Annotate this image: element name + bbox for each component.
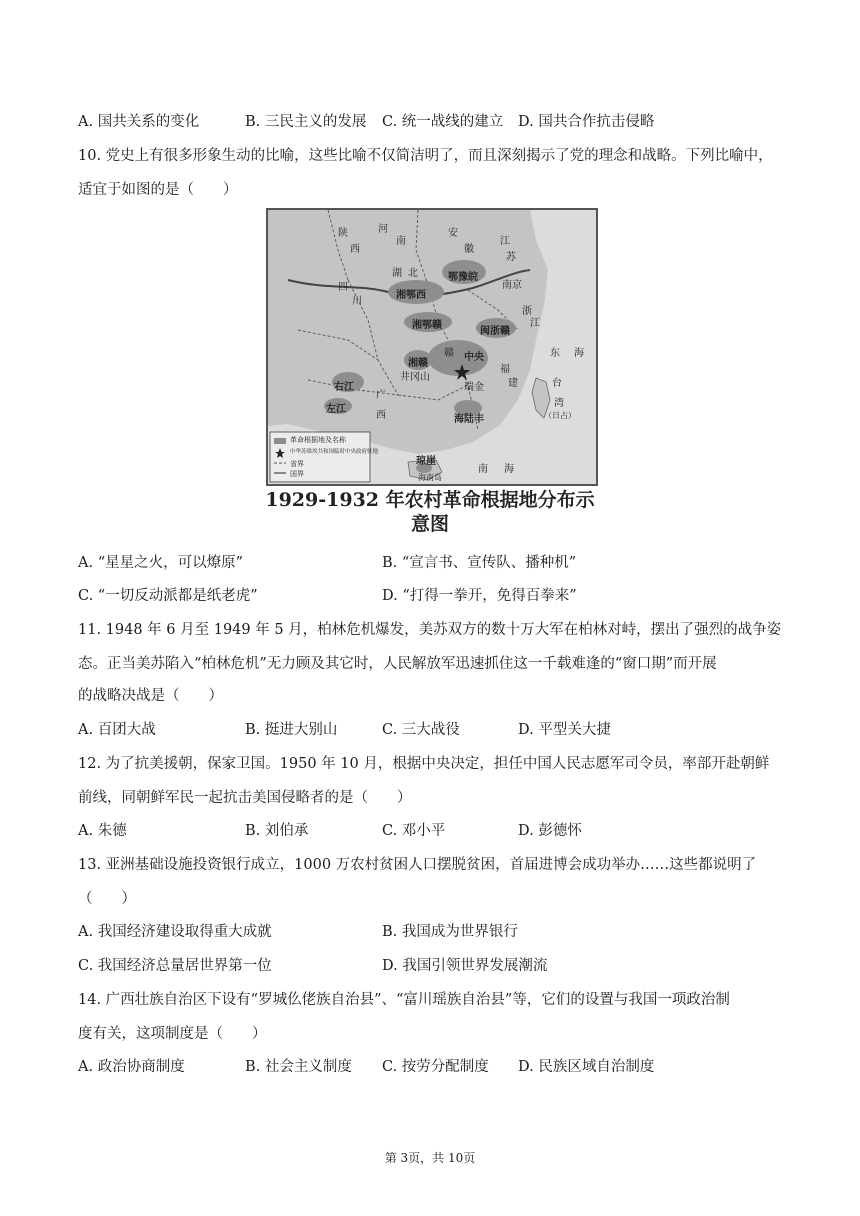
map-label: 陕: [338, 228, 348, 239]
map-label: 井冈山: [400, 372, 430, 383]
q13-stem-line1: 13. 亚洲基础设施投资银行成立，1000 万农村贫困人口摆脱贫困，首届进博会成功举办……这些都说明了: [78, 857, 757, 873]
q10-stem-line1: 10. 党史上有很多形象生动的比喻，这些比喻不仅简洁明了，而且深刻揭示了党的理念和战略。下列比喻中，: [78, 148, 773, 164]
q11-stem-line2: 态。正当美苏陷入“柏林危机”无力顾及其它时，人民解放军迅速抓住这一千载难逢的“窗口期”而开展: [78, 656, 717, 672]
map-label: 川: [352, 296, 362, 307]
map-label: 河: [378, 224, 388, 235]
map-label: 湾: [554, 398, 564, 409]
q13-option-a: A. 我国经济建设取得重大成就: [78, 924, 272, 940]
map-label: 南: [396, 236, 406, 247]
q11-option-a: A. 百团大战: [78, 722, 156, 738]
map-label: 左江: [326, 404, 346, 415]
map-label: 安: [448, 228, 458, 239]
q10-option-c: C. “一切反动派都是纸老虎”: [78, 588, 258, 604]
q13-stem-line2: （ ）: [78, 891, 136, 907]
map-label: 西: [350, 244, 360, 255]
legend-central-gov: 中华苏维埃共和国临时中央政府驻地: [290, 449, 379, 455]
map-label: 南京: [502, 280, 522, 291]
map-label: 东: [550, 348, 560, 359]
q11-option-c: C. 三大战役: [382, 722, 460, 738]
map-label: 瑞金: [464, 382, 484, 393]
map-label: 海陆丰: [454, 414, 484, 425]
q12-option-b: B. 刘伯承: [245, 823, 309, 839]
map-label: （日占）: [544, 411, 576, 420]
q9-option-b: B. 三民主义的发展: [245, 114, 367, 130]
map-label: 琼崖: [416, 456, 436, 467]
map-label: 赣: [444, 348, 454, 359]
map-label: 西: [376, 410, 386, 421]
page-footer: 第 3页，共 10页: [384, 1151, 476, 1165]
map-label: 台: [552, 378, 562, 389]
q12-option-d: D. 彭德怀: [518, 823, 582, 839]
q10-option-a: A. “星星之火，可以燎原”: [78, 555, 244, 571]
q11-option-b: B. 挺进大别山: [245, 722, 338, 738]
map-caption: 1929-1932 年农村革命根据地分布示意图: [265, 489, 595, 535]
map-label: 苏: [506, 252, 516, 263]
q14-option-b: B. 社会主义制度: [245, 1059, 352, 1075]
map-label: 广: [376, 390, 386, 401]
q9-option-c: C. 统一战线的建立: [382, 114, 504, 130]
q13-option-d: D. 我国引领世界发展潮流: [382, 958, 548, 974]
legend-base-area: 革命根据地及名称: [290, 436, 346, 444]
q14-stem-line1: 14. 广西壮族自治区下设有“罗城仫佬族自治县”、“富川瑶族自治县”等，它们的设置与我国一项政治制: [78, 992, 730, 1008]
q13-option-b: B. 我国成为世界银行: [382, 924, 518, 940]
q9-option-a: A. 国共关系的变化: [78, 114, 200, 130]
q12-stem-line1: 12. 为了抗美援朝，保家卫国。1950 年 10 月，根据中央决定，担任中国人民志愿军司令员，率部开赴朝鲜: [78, 756, 770, 772]
q11-stem-line1: 11. 1948 年 6 月至 1949 年 5 月，柏林危机爆发，美苏双方的数十万大军在柏林对峙，摆出了强烈的战争姿: [78, 622, 782, 638]
q12-option-a: A. 朱德: [78, 823, 127, 839]
q11-option-d: D. 平型关大捷: [518, 722, 611, 738]
q14-option-c: C. 按劳分配制度: [382, 1059, 489, 1075]
q12-option-c: C. 邓小平: [382, 823, 446, 839]
map-label: 中央: [464, 352, 484, 363]
map-label: 海: [574, 348, 584, 359]
q14-option-d: D. 民族区域自治制度: [518, 1059, 655, 1075]
map-label: 江: [500, 236, 510, 247]
q10-stem-line2: 适宜于如图的是（ ）: [78, 182, 238, 198]
map-label: 湘赣: [408, 358, 428, 369]
map-label: 浙: [522, 306, 532, 317]
map-label: 湖: [392, 268, 402, 279]
q11-stem-line3: 的战略决战是（ ）: [78, 688, 223, 704]
q12-stem-line2: 前线，同朝鲜军民一起抗击美国侵略者的是（ ）: [78, 790, 412, 806]
q14-stem-line2: 度有关，这项制度是（ ）: [78, 1026, 267, 1042]
q14-option-a: A. 政治协商制度: [78, 1059, 185, 1075]
map-label: 右江: [334, 382, 354, 393]
revolution-bases-map: [266, 208, 598, 486]
q10-option-b: B. “宣言书、宣传队、播种机”: [382, 555, 577, 571]
map-label: 鄂豫皖: [448, 272, 478, 283]
q9-option-d: D. 国共合作抗击侵略: [518, 114, 655, 130]
legend-national-border: 国界: [290, 470, 304, 478]
q13-option-c: C. 我国经济总量居世界第一位: [78, 958, 272, 974]
map-label: 北: [408, 268, 418, 279]
map-label: 海: [504, 464, 514, 475]
map-label: 湘鄂西: [396, 290, 426, 301]
map-label: 江: [530, 318, 540, 329]
map-label: 湘鄂赣: [412, 320, 442, 331]
map-label: 建: [508, 378, 518, 389]
map-label: 闽浙赣: [480, 326, 510, 337]
map-label: 海南岛: [418, 473, 442, 482]
map-label: 南: [478, 464, 488, 475]
map-label: 徽: [464, 244, 474, 255]
legend-province-border: 省界: [290, 460, 304, 468]
q10-option-d: D. “打得一拳开，免得百拳来”: [382, 588, 577, 604]
map-label: 四: [338, 282, 348, 293]
map-label: 福: [500, 364, 510, 375]
